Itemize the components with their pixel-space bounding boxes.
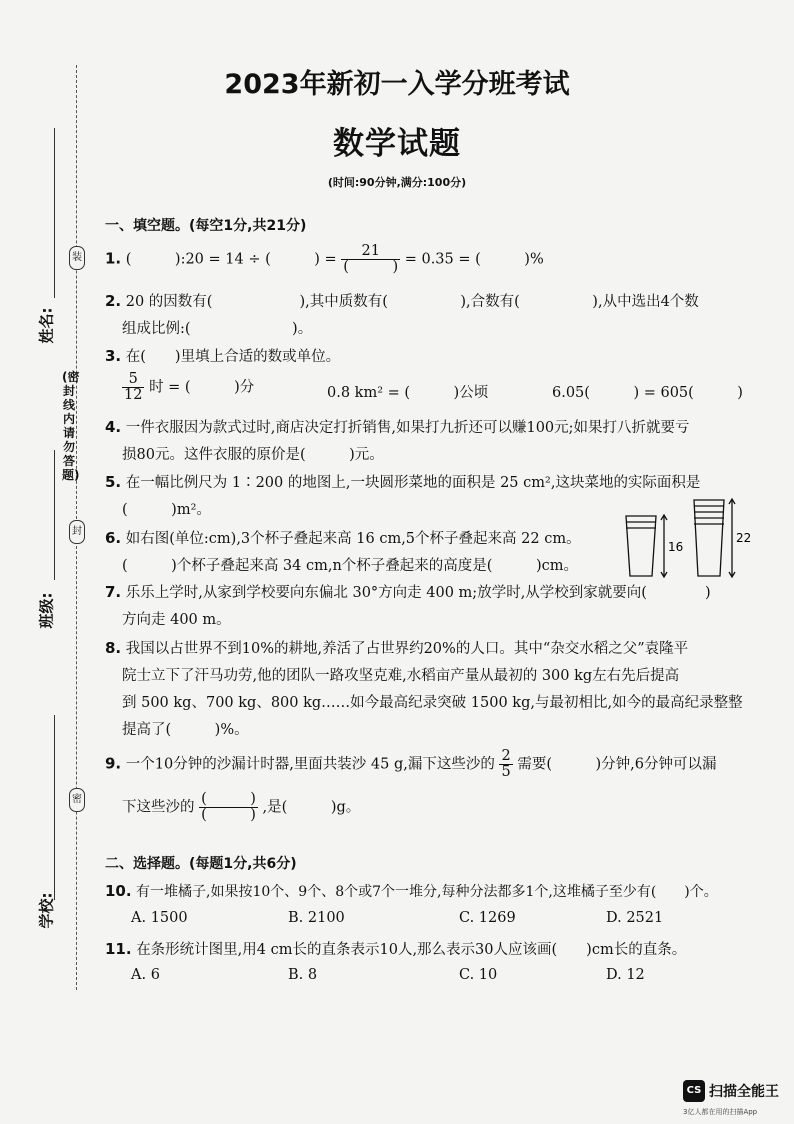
q2-line2: 组成比例:( )。 — [122, 321, 313, 337]
q1-fraction — [341, 244, 400, 275]
question-number: 2. — [105, 292, 122, 310]
q3-part-a: 时 = ( )分 — [149, 379, 255, 396]
watermark-brand: 扫描全能王 — [709, 1084, 779, 1100]
q2-line1: 20 的因数有( ),其中质数有( ),合数有( ),从中选出4个数 — [125, 294, 699, 310]
q11-option-a: A. 6 — [131, 967, 160, 983]
q9-text-a: 一个10分钟的沙漏计时器,里面共装沙 45 g,漏下这些沙的 — [125, 756, 495, 773]
cups-figure — [622, 496, 754, 580]
q11-option-b: B. 8 — [288, 967, 318, 983]
fig-label-16: 16 — [668, 540, 684, 554]
question-number: 5. — [105, 473, 122, 491]
q10-option-c: C. 1269 — [459, 910, 516, 926]
question-number: 1. — [105, 249, 122, 268]
q9-frac-num: 2 — [501, 748, 511, 764]
q1-frac-den: ( ) — [343, 259, 399, 275]
question-11 — [105, 938, 686, 959]
seal-mark-2: 封 — [69, 520, 85, 544]
q3-part-b: 0.8 km² = ( )公顷 — [327, 385, 489, 401]
school-underline — [54, 715, 55, 900]
q9-fraction-2 — [199, 792, 258, 823]
seal-mark-1: 装 — [69, 246, 85, 270]
question-9-line-2 — [122, 792, 360, 823]
question-7-line-1 — [105, 581, 711, 602]
class-label: 班级: — [37, 592, 56, 629]
q8-line4: 提高了( )%。 — [122, 722, 249, 738]
question-number: 11. — [105, 940, 132, 958]
q9-frac2-den: ( ) — [201, 807, 256, 823]
question-number: 10. — [105, 882, 132, 900]
q11-option-c: C. 10 — [459, 967, 498, 983]
q10-option-b: B. 2100 — [288, 910, 345, 926]
q9-frac-den: 5 — [501, 764, 511, 780]
q5-line2: ( )m²。 — [122, 502, 211, 518]
q3-frac-den: 12 — [124, 387, 143, 403]
q10-option-a: A. 1500 — [131, 910, 188, 926]
q9-text-b: 需要( )分钟,6分钟可以漏 — [517, 756, 717, 773]
watermark-sub: 3亿人都在用的扫描App — [683, 1108, 758, 1116]
q3-line1: 在( )里填上合适的数或单位。 — [125, 349, 341, 365]
q5-line1: 在一幅比例尺为 1∶200 的地图上,一块圆形菜地的面积是 25 cm²,这块菜地的实际面积是 — [125, 475, 701, 491]
q9-text-d: ,是( )g。 — [262, 799, 361, 816]
q1-text-b: = 0.35 = ( )% — [404, 251, 544, 268]
fig-label-22: 22 — [736, 531, 752, 545]
question-5-line-1 — [105, 471, 700, 492]
q1-frac-num: 21 — [341, 244, 400, 260]
q3-parts — [122, 372, 254, 403]
camscanner-icon: CS — [683, 1080, 705, 1102]
question-8-line-1 — [105, 637, 688, 658]
question-6-line-1 — [105, 527, 581, 548]
question-3 — [105, 345, 340, 366]
exam-subject: 数学试题 — [333, 126, 461, 162]
q6-line1: 如右图(单位:cm),3个杯子叠起来高 16 cm,5个杯子叠起来高 22 cm。 — [125, 531, 581, 547]
q11-option-d: D. 12 — [606, 967, 645, 983]
q10-option-d: D. 2521 — [606, 910, 664, 926]
q3-fraction — [122, 372, 144, 403]
q6-line2: ( )个杯子叠起来高 34 cm,n个杯子叠起来的高度是( )cm。 — [122, 558, 578, 574]
q9-text-c: 下这些沙的 — [122, 799, 195, 816]
q1-text-a: ( ):20 = 14 ÷ ( ) = — [125, 251, 337, 268]
question-1 — [105, 244, 544, 275]
q3-frac-num: 5 — [122, 372, 144, 388]
q11-text: 在条形统计图里,用4 cm长的直条表示10人,那么表示30人应该画( )cm长的直条。 — [136, 942, 687, 958]
school-label: 学校: — [37, 892, 56, 929]
q8-line3: 到 500 kg、700 kg、800 kg……如今最高纪录突破 1500 kg,与最初相比,如今的最高纪录整整 — [122, 695, 743, 711]
question-number: 8. — [105, 639, 122, 657]
question-2-line-1 — [105, 290, 699, 311]
exam-info: (时间:90分钟,满分:100分) — [327, 176, 467, 189]
q3-part-c: 6.05( ) = 605( ) — [552, 385, 743, 401]
seal-mark-3: 密 — [69, 788, 85, 812]
question-number: 3. — [105, 347, 122, 365]
section-1-heading: 一、填空题。(每空1分,共21分) — [105, 218, 307, 234]
section-2-heading: 二、选择题。(每题1分,共6分) — [105, 856, 297, 872]
q8-line1: 我国以占世界不到10%的耕地,养活了占世界约20%的人口。其中“杂交水稻之父”袁隆平 — [125, 641, 689, 657]
question-number: 6. — [105, 529, 122, 547]
q9-fraction — [499, 749, 512, 780]
name-label: 姓名: — [37, 307, 56, 344]
q4-line2: 损80元。这件衣服的原价是( )元。 — [122, 447, 384, 463]
cup-stack-3-body — [626, 516, 656, 576]
question-9-line-1 — [105, 749, 716, 780]
question-number: 7. — [105, 583, 122, 601]
class-underline — [54, 450, 55, 580]
q7-line1: 乐乐上学时,从家到学校要向东偏北 30°方向走 400 m;放学时,从学校到家就要向( ) — [125, 585, 711, 601]
question-10 — [105, 881, 718, 901]
binding-notice: (密封线内请勿答题) — [62, 370, 80, 482]
q8-line2: 院士立下了汗马功劳,他的团队一路攻坚克难,水稻亩产量从最初的 300 kg左右先后提高 — [122, 668, 680, 684]
q10-text: 有一堆橘子,如果按10个、9个、8个或7个一堆分,每种分法都多1个,这堆橘子至少有( )个。 — [136, 884, 718, 900]
exam-title: 2023年新初一入学分班考试 — [224, 69, 570, 100]
q4-line1: 一件衣服因为款式过时,商店决定打折销售,如果打九折还可以赚100元;如果打八折就要亏 — [125, 420, 690, 436]
question-number: 4. — [105, 418, 122, 436]
question-number: 9. — [105, 754, 122, 773]
q9-frac2-num: ( ) — [201, 791, 256, 807]
q7-line2: 方向走 400 m。 — [122, 612, 231, 628]
question-4-line-1 — [105, 416, 690, 437]
